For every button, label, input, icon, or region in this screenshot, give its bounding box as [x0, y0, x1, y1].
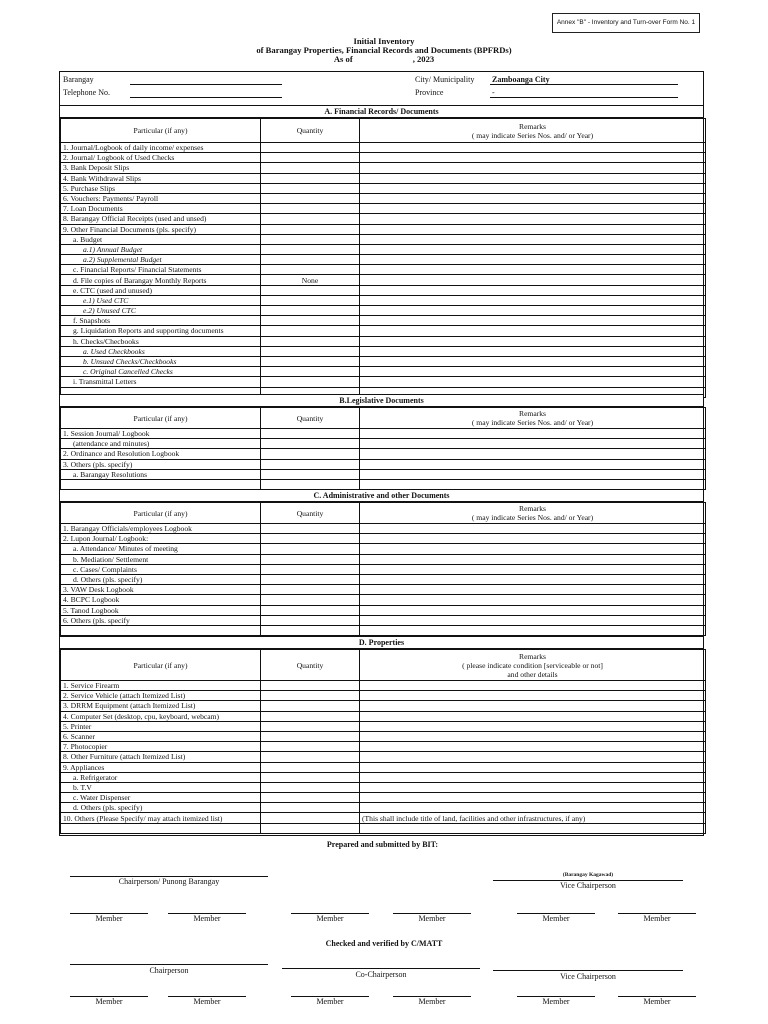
- table-row: [61, 691, 706, 701]
- table-row: [61, 742, 706, 752]
- table-row: [61, 721, 706, 731]
- quantity-cell[interactable]: [261, 595, 360, 605]
- particular-cell: 10. Others (Please Specify/ may attach itemized list): [61, 813, 261, 823]
- particular-cell: (attendance and minutes): [61, 439, 261, 449]
- remarks-cell[interactable]: [360, 793, 706, 803]
- co-chair-signature-line[interactable]: [282, 968, 480, 969]
- table-row: [61, 782, 706, 792]
- quantity-cell[interactable]: [261, 524, 360, 534]
- table-row: [61, 377, 706, 387]
- table-row: [61, 255, 706, 265]
- quantity-cell[interactable]: [261, 439, 360, 449]
- table-row: [61, 585, 706, 595]
- table-row: [61, 803, 706, 813]
- quantity-cell[interactable]: [261, 459, 360, 469]
- cmatt-chairperson-label: Chairperson: [149, 966, 189, 975]
- remarks-cell[interactable]: [360, 204, 706, 214]
- remarks-cell[interactable]: [360, 742, 706, 752]
- barangay-label: Barangay: [63, 75, 94, 84]
- as-of-line: [0, 54, 768, 64]
- remarks-cell[interactable]: [360, 163, 706, 173]
- city-value[interactable]: Zamboanga City: [492, 75, 550, 84]
- quantity-cell[interactable]: [261, 615, 360, 625]
- remarks-cell[interactable]: [360, 153, 706, 163]
- section-d-table: [60, 649, 706, 834]
- table-row: [61, 173, 706, 183]
- table-row: [61, 367, 706, 377]
- quantity-cell[interactable]: [261, 803, 360, 813]
- particular-cell: h. Checks/Checbooks: [61, 336, 261, 346]
- quantity-cell[interactable]: [261, 143, 360, 153]
- table-row: [61, 711, 706, 721]
- remarks-cell[interactable]: [360, 316, 706, 326]
- remarks-cell[interactable]: [360, 143, 706, 153]
- remarks-cell[interactable]: [360, 711, 706, 721]
- particular-cell: a. Used Checkbooks: [61, 346, 261, 356]
- remarks-cell[interactable]: [360, 244, 706, 254]
- table-row: [61, 244, 706, 254]
- table-row: [61, 625, 706, 635]
- table-row: [61, 143, 706, 153]
- col-remarks: Remarks ( may indicate Series Nos. and/ or Year): [360, 119, 706, 143]
- remarks-cell[interactable]: [360, 449, 706, 459]
- col-particular: Particular (if any): [61, 503, 261, 524]
- table-row: [61, 204, 706, 214]
- quantity-cell[interactable]: [261, 183, 360, 193]
- particular-cell: 4. BCPC Logbook: [61, 595, 261, 605]
- table-row: [61, 356, 706, 366]
- member-label: Member: [193, 914, 221, 923]
- remarks-cell[interactable]: [360, 439, 706, 449]
- cmatt-chair-signature-line[interactable]: [70, 964, 268, 965]
- remarks-cell[interactable]: [360, 346, 706, 356]
- member-label: Member: [193, 997, 221, 1006]
- remarks-cell[interactable]: [360, 295, 706, 305]
- quantity-cell[interactable]: [261, 701, 360, 711]
- quantity-cell[interactable]: [261, 285, 360, 295]
- table-row: [61, 326, 706, 336]
- province-field-line: [490, 97, 678, 98]
- table-row: [61, 183, 706, 193]
- remarks-cell[interactable]: [360, 691, 706, 701]
- particular-cell: 7. Photocopier: [61, 742, 261, 752]
- quantity-cell[interactable]: [261, 574, 360, 584]
- col-quantity: Quantity: [261, 503, 360, 524]
- table-row: [61, 605, 706, 615]
- quantity-cell[interactable]: [261, 356, 360, 366]
- cmatt-vice-chairperson-label: Vice Chairperson: [560, 972, 616, 981]
- particular-cell: b. T.V: [61, 782, 261, 792]
- table-row: [61, 214, 706, 224]
- quantity-cell[interactable]: [261, 782, 360, 792]
- particular-cell: 3. DRRM Equipment (attach Itemized List): [61, 701, 261, 711]
- particular-cell: 2. Journal/ Logbook of Used Checks: [61, 153, 261, 163]
- quantity-cell[interactable]: [261, 234, 360, 244]
- particular-cell: a.2) Supplemental Budget: [61, 255, 261, 265]
- form-subtitle: of Barangay Properties, Financial Records and Documents (BPFRDs): [256, 45, 512, 55]
- remarks-cell[interactable]: (This shall include title of land, facilities and other infrastructures, if any): [360, 813, 706, 823]
- chairperson-punong-label: Chairperson/ Punong Barangay: [118, 877, 220, 886]
- col-particular: Particular (if any): [61, 408, 261, 429]
- particular-cell: a.1) Annual Budget: [61, 244, 261, 254]
- remarks-cell[interactable]: [360, 534, 706, 544]
- col-quantity: Quantity: [261, 408, 360, 429]
- particular-cell: [61, 823, 261, 833]
- quantity-cell[interactable]: [261, 204, 360, 214]
- table-row: [61, 564, 706, 574]
- quantity-cell[interactable]: [261, 326, 360, 336]
- remarks-cell[interactable]: [360, 336, 706, 346]
- section-b-table: [60, 407, 706, 490]
- particular-cell: 1. Service Firearm: [61, 681, 261, 691]
- quantity-cell[interactable]: [261, 585, 360, 595]
- particular-cell: e. CTC (used and unused): [61, 285, 261, 295]
- section-b-title: B.Legislative Documents: [60, 394, 703, 407]
- remarks-cell[interactable]: [360, 173, 706, 183]
- quantity-cell[interactable]: [261, 244, 360, 254]
- remarks-cell[interactable]: [360, 823, 706, 833]
- remarks-cell[interactable]: [360, 326, 706, 336]
- table-row: [61, 762, 706, 772]
- col-remarks: Remarks ( may indicate Series Nos. and/ or Year): [360, 408, 706, 429]
- particular-cell: d. File copies of Barangay Monthly Reports: [61, 275, 261, 285]
- particular-cell: 1. Barangay Officials/employees Logbook: [61, 524, 261, 534]
- annex-label: Annex "B" - Inventory and Turn-over Form No. 1: [552, 13, 700, 33]
- particular-cell: a. Budget: [61, 234, 261, 244]
- checked-title: Checked and verified by C/MATT: [325, 939, 443, 948]
- as-of-year: , 2023: [412, 54, 435, 64]
- particular-cell: e.2) Unused CTC: [61, 306, 261, 316]
- particular-cell: c. Original Cancelled Checks: [61, 367, 261, 377]
- remarks-cell[interactable]: [360, 681, 706, 691]
- remarks-cell[interactable]: [360, 544, 706, 554]
- quantity-cell[interactable]: [261, 163, 360, 173]
- particular-cell: a. Refrigerator: [61, 772, 261, 782]
- remarks-cell[interactable]: [360, 782, 706, 792]
- table-row: [61, 285, 706, 295]
- quantity-cell[interactable]: [261, 742, 360, 752]
- remarks-cell[interactable]: [360, 772, 706, 782]
- particular-cell: 6. Vouchers: Payments/ Payroll: [61, 193, 261, 203]
- quantity-cell[interactable]: [261, 772, 360, 782]
- particular-cell: c. Water Dispenser: [61, 793, 261, 803]
- remarks-cell[interactable]: [360, 234, 706, 244]
- member-label: Member: [316, 997, 344, 1006]
- section-c-table: [60, 502, 706, 636]
- table-row: [61, 336, 706, 346]
- co-chairperson-label: Co-Chairperson: [355, 970, 407, 979]
- quantity-cell[interactable]: [261, 605, 360, 615]
- table-row: [61, 595, 706, 605]
- remarks-cell[interactable]: [360, 306, 706, 316]
- quantity-cell[interactable]: [261, 255, 360, 265]
- quantity-cell[interactable]: [261, 564, 360, 574]
- telephone-label: Telephone No.: [63, 88, 110, 97]
- particular-cell: 6. Others (pls. specify: [61, 615, 261, 625]
- table-row: [61, 429, 706, 439]
- quantity-cell[interactable]: [261, 625, 360, 635]
- table-row: [61, 813, 706, 823]
- quantity-cell[interactable]: [261, 429, 360, 439]
- table-row: [61, 346, 706, 356]
- particular-cell: 7. Loan Documents: [61, 204, 261, 214]
- particular-cell: [61, 625, 261, 635]
- particular-cell: 3. Others (pls. specify): [61, 459, 261, 469]
- member-label: Member: [95, 997, 123, 1006]
- particular-cell: 3. Bank Deposit Slips: [61, 163, 261, 173]
- particular-cell: 9. Other Financial Documents (pls. specify): [61, 224, 261, 234]
- particular-cell: c. Financial Reports/ Financial Statements: [61, 265, 261, 275]
- particular-cell: c. Cases/ Complaints: [61, 564, 261, 574]
- particular-cell: 5. Purchase Slips: [61, 183, 261, 193]
- particular-cell: 3. VAW Desk Logbook: [61, 585, 261, 595]
- remarks-cell[interactable]: [360, 275, 706, 285]
- particular-cell: b. Mediation/ Settlement: [61, 554, 261, 564]
- table-row: [61, 449, 706, 459]
- quantity-cell[interactable]: [261, 711, 360, 721]
- particular-cell: b. Unsued Checks/Checkbooks: [61, 356, 261, 366]
- vice-chairperson-label: Vice Chairperson: [560, 881, 616, 890]
- remarks-cell[interactable]: [360, 752, 706, 762]
- table-row: [61, 823, 706, 833]
- particular-cell: 4. Computer Set (desktop, cpu, keyboard, webcam): [61, 711, 261, 721]
- member-label: Member: [418, 914, 446, 923]
- col-quantity: Quantity: [261, 119, 360, 143]
- table-row: [61, 574, 706, 584]
- remarks-cell[interactable]: [360, 524, 706, 534]
- barangay-field[interactable]: [130, 84, 282, 85]
- quantity-cell[interactable]: [261, 691, 360, 701]
- remarks-cell[interactable]: [360, 803, 706, 813]
- table-row: [61, 163, 706, 173]
- member-label: Member: [643, 914, 671, 923]
- member-label: Member: [316, 914, 344, 923]
- particular-cell: 1. Session Journal/ Logbook: [61, 429, 261, 439]
- remarks-cell[interactable]: [360, 762, 706, 772]
- quantity-cell[interactable]: [261, 731, 360, 741]
- member-label: Member: [643, 997, 671, 1006]
- quantity-cell[interactable]: [261, 449, 360, 459]
- quantity-cell[interactable]: [261, 681, 360, 691]
- quantity-cell[interactable]: [261, 469, 360, 479]
- remarks-cell[interactable]: [360, 721, 706, 731]
- quantity-cell[interactable]: [261, 173, 360, 183]
- particular-cell: 5. Printer: [61, 721, 261, 731]
- remarks-cell[interactable]: [360, 625, 706, 635]
- table-row: [61, 224, 706, 234]
- table-row: [61, 316, 706, 326]
- table-row: [61, 439, 706, 449]
- quantity-cell[interactable]: [261, 214, 360, 224]
- quantity-cell[interactable]: [261, 377, 360, 387]
- particular-cell: 9. Appliances: [61, 762, 261, 772]
- quantity-cell[interactable]: [261, 762, 360, 772]
- remarks-cell[interactable]: [360, 615, 706, 625]
- quantity-cell[interactable]: [261, 306, 360, 316]
- remarks-cell[interactable]: [360, 469, 706, 479]
- remarks-cell[interactable]: [360, 595, 706, 605]
- table-row: [61, 731, 706, 741]
- particular-cell: a. Attendance/ Minutes of meeting: [61, 544, 261, 554]
- quantity-cell[interactable]: [261, 193, 360, 203]
- remarks-cell[interactable]: [360, 585, 706, 595]
- section-a-title: A. Financial Records/ Documents: [60, 105, 703, 118]
- province-label: Province: [415, 88, 444, 97]
- city-label: City/ Municipality: [415, 75, 475, 84]
- telephone-field[interactable]: [130, 97, 282, 98]
- section-c-title: C. Administrative and other Documents: [60, 489, 703, 502]
- particular-cell: f. Snapshots: [61, 316, 261, 326]
- particular-cell: 5. Tanod Logbook: [61, 605, 261, 615]
- quantity-cell[interactable]: [261, 823, 360, 833]
- section-d-title: D. Properties: [60, 636, 703, 649]
- particular-cell: 1. Journal/Logbook of daily income/ expenses: [61, 143, 261, 153]
- inventory-form: [59, 71, 704, 849]
- particular-cell: 2. Lupon Journal/ Logbook:: [61, 534, 261, 544]
- cmatt-vice-signature-line[interactable]: [493, 970, 683, 971]
- table-row: [61, 554, 706, 564]
- col-remarks: Remarks ( please indicate condition [serviceable or not] and other details: [360, 650, 706, 681]
- col-quantity: Quantity: [261, 650, 360, 681]
- table-row: [61, 306, 706, 316]
- table-row: [61, 615, 706, 625]
- province-value[interactable]: -: [492, 88, 495, 97]
- remarks-cell[interactable]: [360, 224, 706, 234]
- member-label: Member: [542, 997, 570, 1006]
- remarks-cell[interactable]: [360, 459, 706, 469]
- col-remarks: Remarks ( may indicate Series Nos. and/ or Year): [360, 503, 706, 524]
- table-row: [61, 701, 706, 711]
- quantity-cell[interactable]: [261, 153, 360, 163]
- quantity-cell[interactable]: [261, 224, 360, 234]
- particular-cell: 6. Scanner: [61, 731, 261, 741]
- as-of-label: As of: [333, 54, 353, 64]
- particular-cell: a. Barangay Resolutions: [61, 469, 261, 479]
- table-row: [61, 295, 706, 305]
- remarks-cell[interactable]: [360, 731, 706, 741]
- member-label: Member: [95, 914, 123, 923]
- quantity-cell[interactable]: None: [261, 275, 360, 285]
- particular-cell: d. Others (pls. specify): [61, 574, 261, 584]
- barangay-kagawad-label: (Barangay Kagawad): [562, 872, 614, 878]
- remarks-cell[interactable]: [360, 285, 706, 295]
- particular-cell: i. Transmittal Letters: [61, 377, 261, 387]
- particular-cell: d. Others (pls. specify): [61, 803, 261, 813]
- prepared-title: Prepared and submitted by BIT:: [326, 840, 439, 849]
- table-row: [61, 265, 706, 275]
- quantity-cell[interactable]: [261, 336, 360, 346]
- remarks-cell[interactable]: [360, 265, 706, 275]
- quantity-cell[interactable]: [261, 813, 360, 823]
- particular-cell: e.1) Used CTC: [61, 295, 261, 305]
- table-row: [61, 544, 706, 554]
- particular-cell: 2. Service Vehicle (attach Itemized List): [61, 691, 261, 701]
- particular-cell: 8. Barangay Official Receipts (used and unsed): [61, 214, 261, 224]
- quantity-cell[interactable]: [261, 295, 360, 305]
- table-row: [61, 534, 706, 544]
- remarks-cell[interactable]: [360, 429, 706, 439]
- form-title: Initial Inventory: [353, 36, 415, 46]
- quantity-cell[interactable]: [261, 544, 360, 554]
- remarks-cell[interactable]: [360, 605, 706, 615]
- col-particular: Particular (if any): [61, 119, 261, 143]
- member-label: Member: [418, 997, 446, 1006]
- remarks-cell[interactable]: [360, 214, 706, 224]
- remarks-cell[interactable]: [360, 255, 706, 265]
- quantity-cell[interactable]: [261, 367, 360, 377]
- remarks-cell[interactable]: [360, 356, 706, 366]
- remarks-cell[interactable]: [360, 564, 706, 574]
- remarks-cell[interactable]: [360, 367, 706, 377]
- table-row: [61, 153, 706, 163]
- section-a-table: [60, 118, 706, 398]
- table-row: [61, 193, 706, 203]
- remarks-cell[interactable]: [360, 554, 706, 564]
- table-row: [61, 275, 706, 285]
- quantity-cell[interactable]: [261, 752, 360, 762]
- table-row: [61, 681, 706, 691]
- table-row: [61, 793, 706, 803]
- particular-cell: g. Liquidation Reports and supporting documents: [61, 326, 261, 336]
- quantity-cell[interactable]: [261, 265, 360, 275]
- remarks-cell[interactable]: [360, 574, 706, 584]
- remarks-cell[interactable]: [360, 377, 706, 387]
- member-label: Member: [542, 914, 570, 923]
- particular-cell: 2. Ordinance and Resolution Logbook: [61, 449, 261, 459]
- quantity-cell[interactable]: [261, 721, 360, 731]
- particular-cell: 4. Bank Withdrawal Slips: [61, 173, 261, 183]
- table-row: [61, 752, 706, 762]
- quantity-cell[interactable]: [261, 793, 360, 803]
- city-field-line: [490, 84, 678, 85]
- table-row: [61, 524, 706, 534]
- table-row: [61, 459, 706, 469]
- quantity-cell[interactable]: [261, 346, 360, 356]
- remarks-cell[interactable]: [360, 183, 706, 193]
- quantity-cell[interactable]: [261, 554, 360, 564]
- quantity-cell[interactable]: [261, 534, 360, 544]
- particular-cell: 8. Other Furniture (attach Itemized List): [61, 752, 261, 762]
- col-particular: Particular (if any): [61, 650, 261, 681]
- quantity-cell[interactable]: [261, 316, 360, 326]
- remarks-cell[interactable]: [360, 193, 706, 203]
- remarks-cell[interactable]: [360, 701, 706, 711]
- table-row: [61, 772, 706, 782]
- table-row: [61, 469, 706, 479]
- table-row: [61, 234, 706, 244]
